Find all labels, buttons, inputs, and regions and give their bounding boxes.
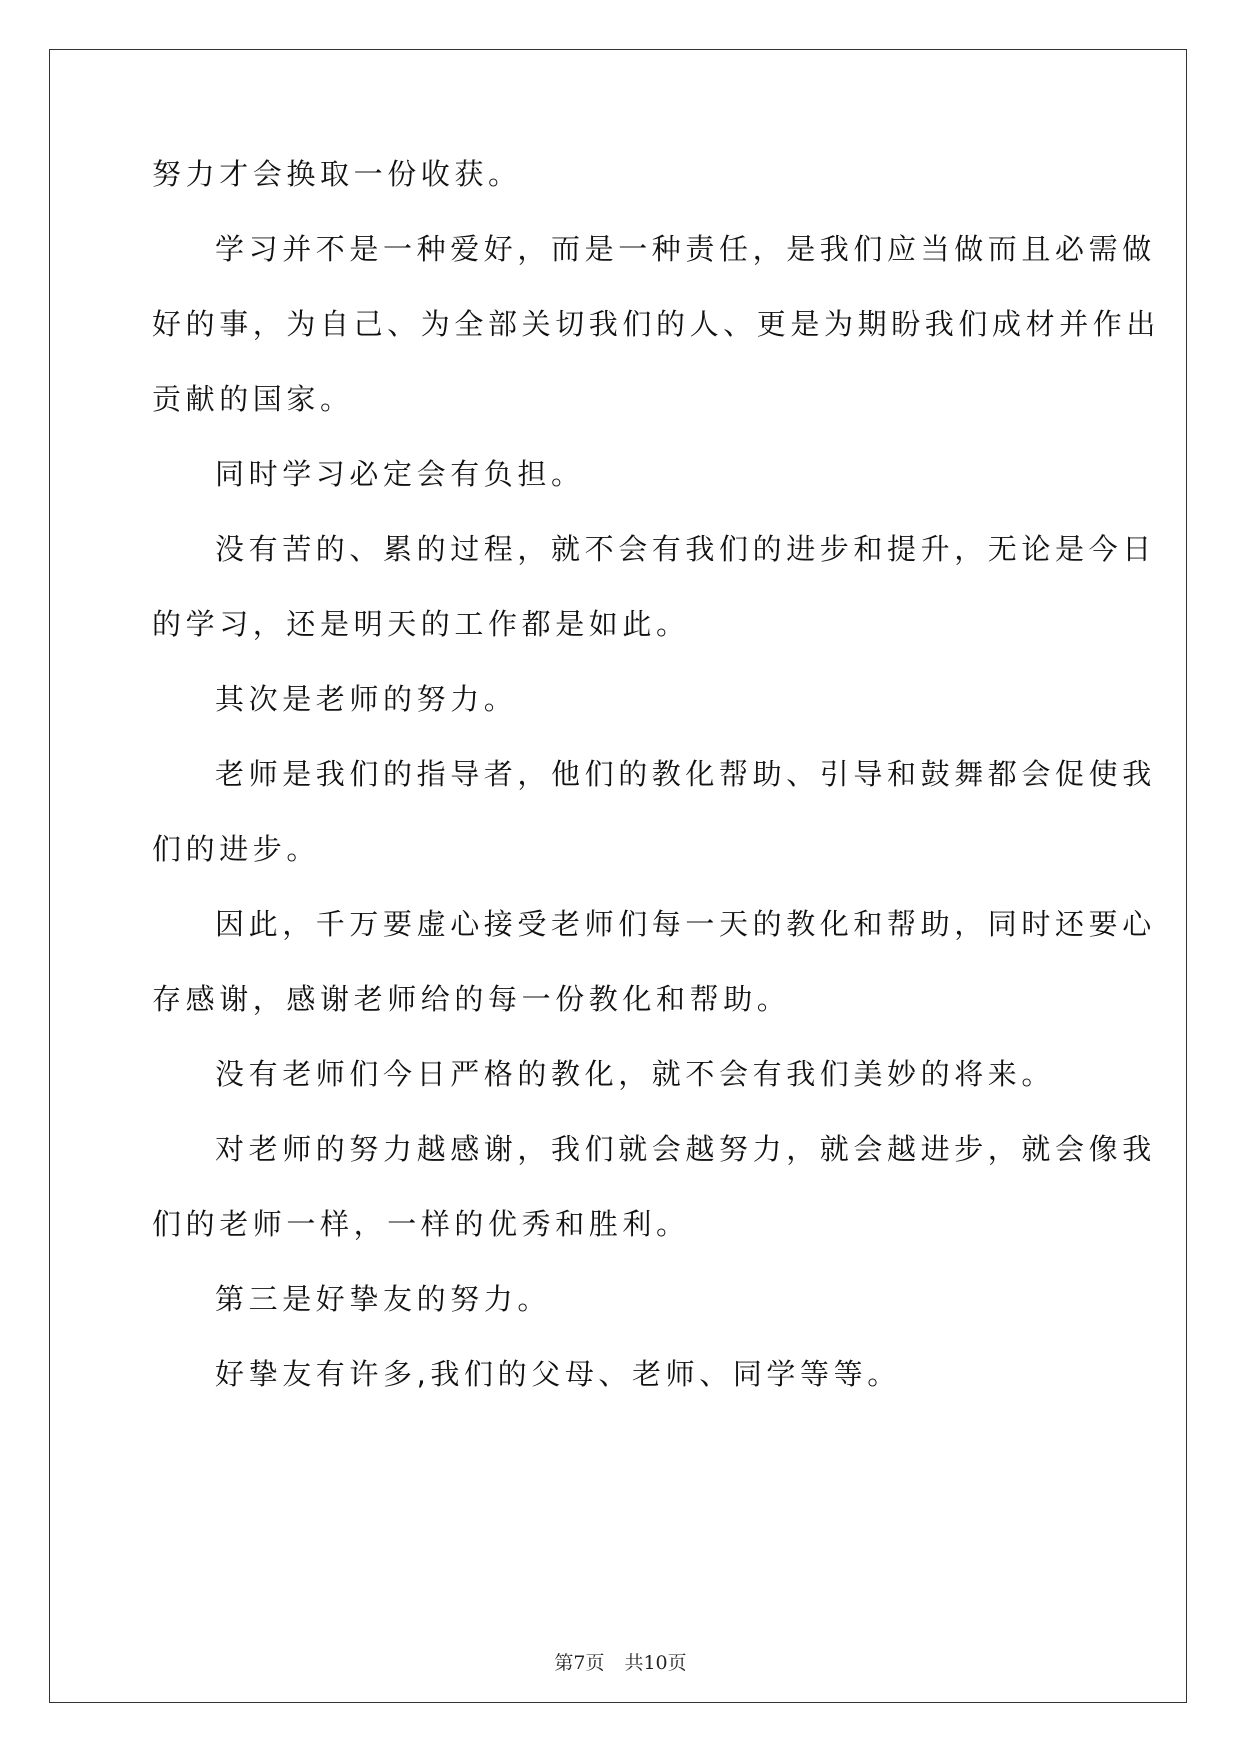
paragraph-line: 第三是好挚友的努力。 (215, 1282, 552, 1316)
paragraph-line: 没有老师们今日严格的教化，就不会有我们美妙的将来。 (215, 1057, 1056, 1091)
paragraph-line: 因此，千万要虚心接受老师们每一天的教化和帮助，同时还要心 (215, 907, 1156, 941)
text-line: 的学习，还是明天的工作都是如此。 (152, 607, 690, 641)
text-line: 存感谢，感谢老师给的每一份教化和帮助。 (152, 982, 791, 1016)
total-page-count: 共10页 (624, 1652, 687, 1674)
text-line: 好的事，为自己、为全部关切我们的人、更是为期盼我们成材并作出 (152, 307, 1161, 341)
page-border (49, 49, 1187, 1703)
paragraph-line: 对老师的努力越感谢，我们就会越努力，就会越进步，就会像我 (215, 1132, 1156, 1166)
paragraph-line: 老师是我们的指导者，他们的教化帮助、引导和鼓舞都会促使我 (215, 757, 1156, 791)
paragraph-line: 好挚友有许多,我们的父母、老师、同学等等。 (215, 1357, 901, 1391)
paragraph-line: 同时学习必定会有负担。 (215, 457, 585, 491)
paragraph-line: 其次是老师的努力。 (215, 682, 518, 716)
paragraph-line: 没有苦的、累的过程，就不会有我们的进步和提升，无论是今日 (215, 532, 1156, 566)
paragraph-line: 学习并不是一种爱好，而是一种责任，是我们应当做而且必需做 (215, 232, 1156, 266)
text-line: 贡献的国家。 (152, 382, 354, 416)
page-footer (0, 1648, 1241, 1675)
text-line: 们的进步。 (152, 832, 321, 866)
current-page-number: 第7页 (554, 1652, 605, 1674)
text-line: 努力才会换取一份收获。 (152, 157, 522, 191)
text-line: 们的老师一样，一样的优秀和胜利。 (152, 1207, 690, 1241)
